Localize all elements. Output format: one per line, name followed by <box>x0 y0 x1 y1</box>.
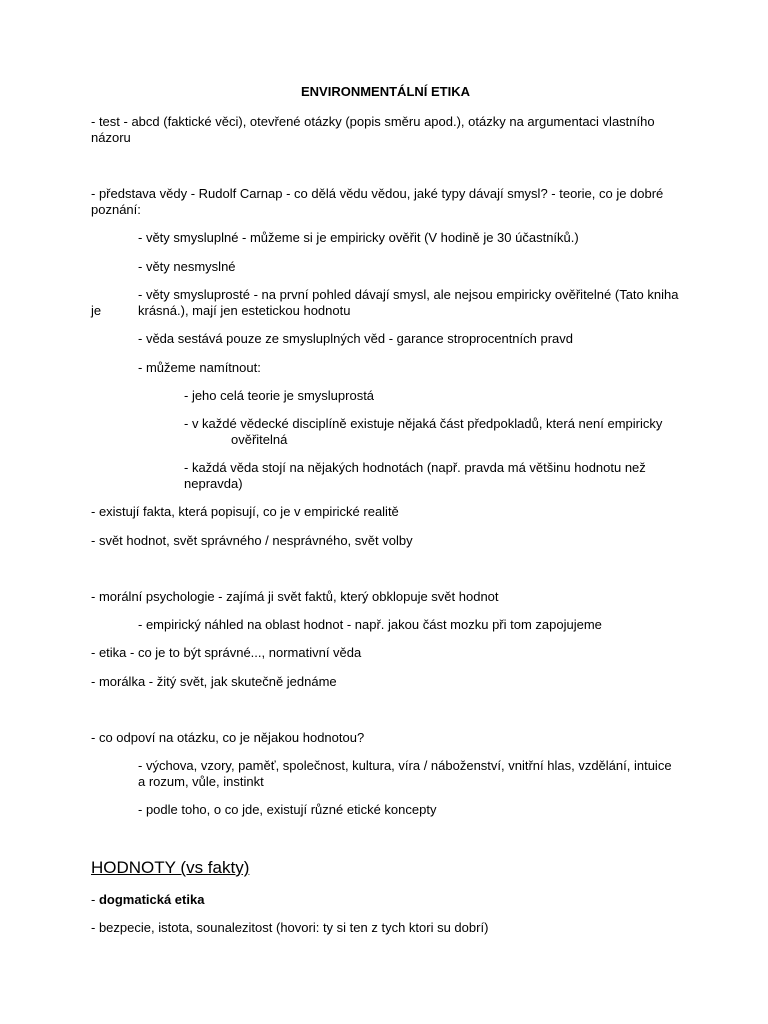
text-line: krásná.), mají jen estetickou hodnotu <box>138 303 351 318</box>
text-line: - věty nesmyslné <box>138 259 236 274</box>
text-line: a rozum, vůle, instinkt <box>138 774 264 789</box>
text-line: - představa vědy - Rudolf Carnap - co dělá vědu vědou, jaké typy dávají smysl? - teorie, co je dobré <box>91 186 664 201</box>
bold-term: dogmatická etika <box>98 892 205 907</box>
dash: - <box>91 892 99 907</box>
text-line: - svět hodnot, svět správného / nesprávného, svět volby <box>91 533 413 548</box>
text-line <box>91 892 204 908</box>
text-line: - věty smysluprosté - na první pohled dávají smysl, ale nejsou empiricky ověřitelné (Tato kniha <box>138 287 679 302</box>
text-line: - empirický náhled na oblast hodnot - např. jakou část mozku při tom zapojujeme <box>138 617 602 632</box>
text-line: - bezpecie, istota, sounalezitost (hovori: ty si ten z tych ktori su dobrí) <box>91 920 489 935</box>
section-heading: HODNOTY (vs fakty) <box>91 858 250 877</box>
text-line: - morálka - žitý svět, jak skutečně jednáme <box>91 674 337 689</box>
text-line: - etika - co je to být správné..., normativní věda <box>91 645 362 660</box>
text-line: - výchova, vzory, paměť, společnost, kultura, víra / náboženství, vnitřní hlas, vzdělání, intuice <box>138 758 672 773</box>
text-line: - test - abcd (faktické věci), otevřené otázky (popis směru apod.), otázky na argumentaci vlastního <box>91 114 655 129</box>
text-line: - morální psychologie - zajímá ji svět faktů, který obklopuje svět hodnot <box>91 589 499 604</box>
text-line: nepravda) <box>184 476 243 491</box>
page-title: ENVIRONMENTÁLNÍ ETIKA <box>301 84 470 99</box>
text-line: - věty smysluplné - můžeme si je empiricky ověřit (V hodině je 30 účastníků.) <box>138 230 579 245</box>
text-line: názoru <box>91 130 131 145</box>
text-line: - existují fakta, která popisují, co je v empirické realitě <box>91 504 399 519</box>
text-line: poznání: <box>91 202 141 217</box>
text-line: - v každé vědecké disciplíně existuje nějaká část předpokladů, která není empiricky <box>184 416 663 431</box>
text-line: je <box>91 303 102 318</box>
text-line: - podle toho, o co jde, existují různé etické koncepty <box>138 802 437 817</box>
text-line: - věda sestává pouze ze smysluplných věd - garance stroprocentních pravd <box>138 331 574 346</box>
text-line: - můžeme namítnout: <box>138 360 261 375</box>
text-line: - co odpoví na otázku, co je nějakou hodnotou? <box>91 730 365 745</box>
text-line: ověřitelná <box>231 432 288 447</box>
text-line: - jeho celá teorie je smysluprostá <box>184 388 375 403</box>
text-line: - každá věda stojí na nějakých hodnotách (např. pravda má většinu hodnotu než <box>184 460 646 475</box>
